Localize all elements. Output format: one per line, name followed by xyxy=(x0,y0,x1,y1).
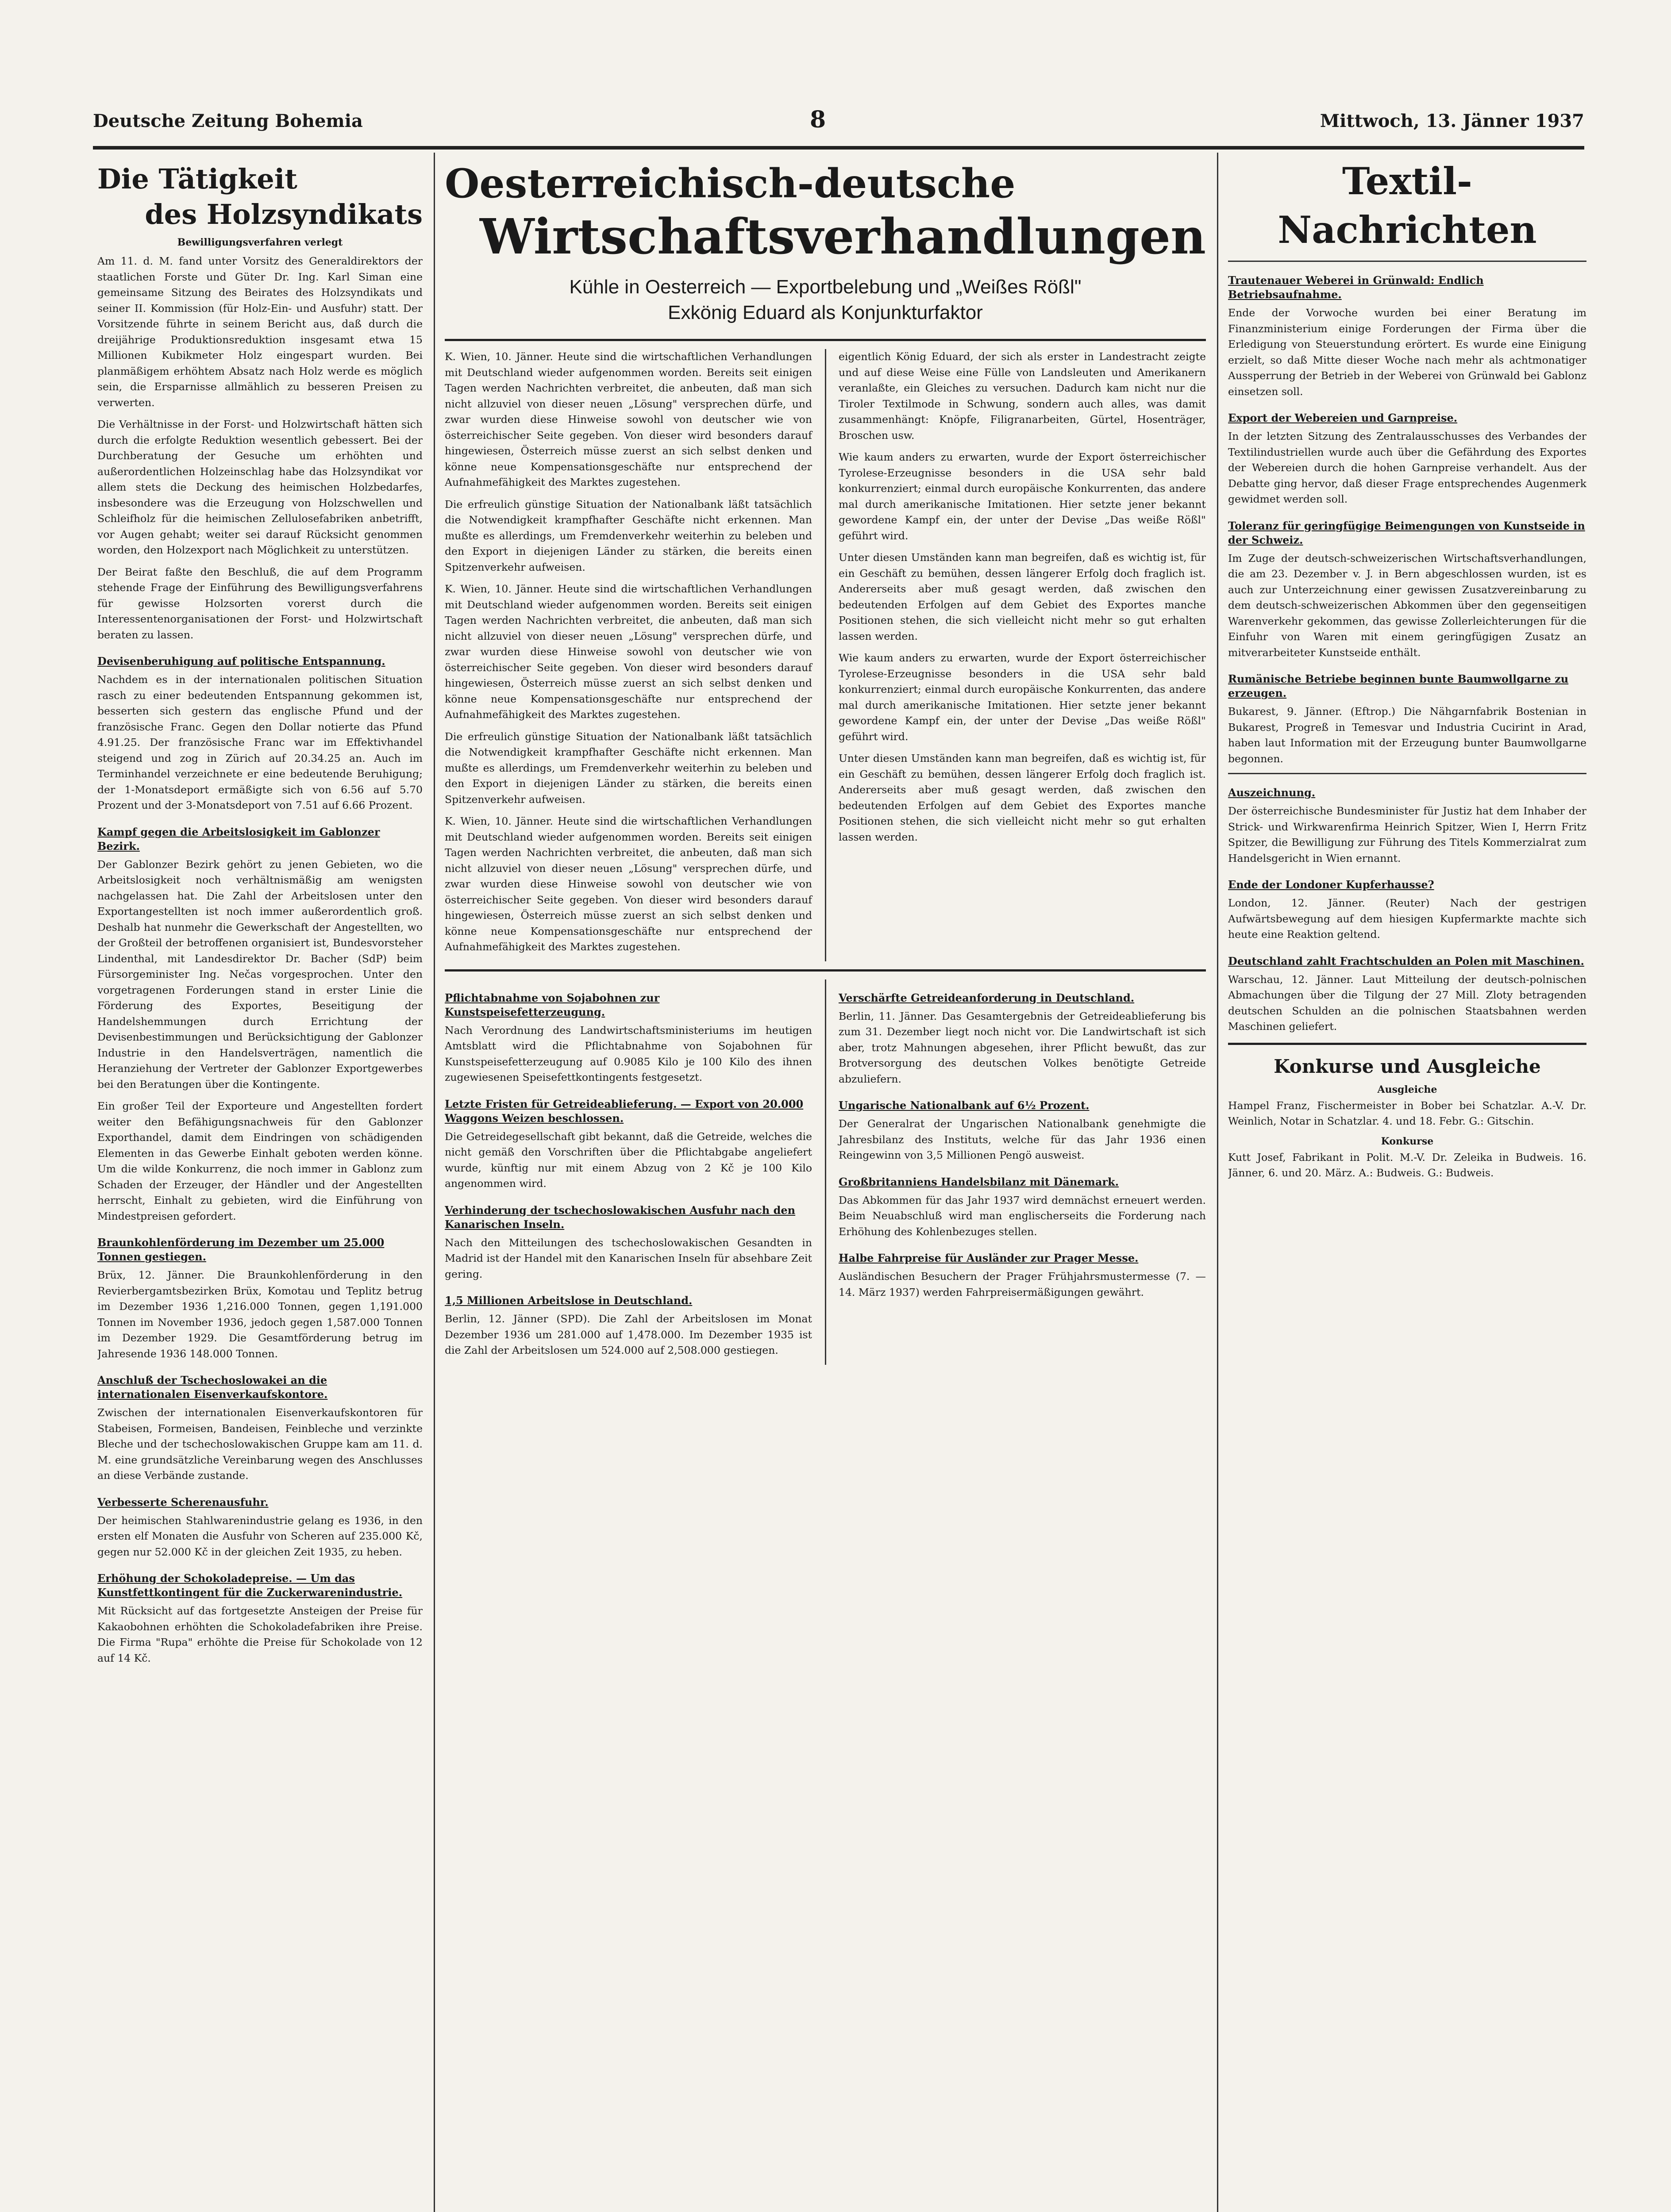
paragraph: K. Wien, 10. Jänner. Heute sind die wirtschaftlichen Verhandlungen mit Deutschland wieder aufgenommen worden. Bereits seit einigen Tagen werden Nachrichten verbreitet, die anbeuten, daß man sich nicht allzuviel von dieser neuen „Lösung" versprechen dürfe, und zwar wurden diese Hinweise sowohl von deutscher wie von österreichischer Seite gegeben. Von dieser wird besonders darauf hingewiesen, Österreich müsse zuerst an sich selbst denken und könne neue Kompensationsgeschäfte nur entsprechend der Aufnahmefähigkeit des Marktes zugestehen. xyxy=(445,350,812,488)
main-article-body xyxy=(445,349,1206,961)
paragraph: K. Wien, 10. Jänner. Heute sind die wirtschaftlichen Verhandlungen mit Deutschland wieder aufgenommen worden. Bereits seit einigen Tagen werden Nachrichten verbreitet, die anbeuten, daß man sich nicht allzuviel von dieser neuen „Lösung" versprechen dürfe, und zwar wurden diese Hinweise sowohl von deutscher wie von österreichischer Seite gegeben. Von dieser wird besonders darauf hingewiesen, Österreich müsse zuerst an sich selbst denken und könne neue Kompensationsgeschäfte nur entsprechend der Aufnahmefähigkeit des Marktes zugestehen. xyxy=(445,815,812,953)
paragraph: Hampel Franz, Fischermeister in Bober bei Schatzlar. A.-V. Dr. Weinlich, Notar in Schatzlar. 4. und 18. Febr. G.: Gitschin. xyxy=(1228,1099,1586,1127)
news-heading: 1,5 Millionen Arbeitslose in Deutschland. xyxy=(445,1294,693,1307)
news-heading: Verbesserte Scherenausfuhr. xyxy=(97,1495,269,1509)
news-heading: Erhöhung der Schokoladepreise. — Um das Kunstfettkontingent für die Zuckerwarenindustrie. xyxy=(97,1572,403,1599)
news-heading: Halbe Fahrpreise für Ausländer zur Prager Messe. xyxy=(839,1252,1139,1264)
section-rule xyxy=(1228,1043,1586,1045)
news-heading: Auszeichnung. xyxy=(1228,786,1316,799)
paragraph: K. Wien, 10. Jänner. Heute sind die wirtschaftlichen Verhandlungen mit Deutschland wieder aufgenommen worden. Bereits seit einigen Tagen werden Nachrichten verbreitet, die anbeuten, daß man sich nicht allzuviel von dieser neuen „Lösung" versprechen dürfe, und zwar wurden diese Hinweise sowohl von deutscher wie von österreichischer Seite gegeben. Von dieser wird besonders darauf hingewiesen, Österreich müsse zuerst an sich selbst denken und könne neue Kompensationsgeschäfte nur entsprechend der Aufnahmefähigkeit des Marktes zugestehen. xyxy=(445,583,812,721)
paragraph: Die Verhältnisse in der Forst- und Holzwirtschaft hätten sich durch die erfolgte Reduktion wesentlich gebessert. Bei der Durchberatung der Gesuche um erhöhten und außerordentlichen Holzeinschlag habe das Holzsyndikat vor allem stets die Deckung des heimischen Holzbedarfes, insbesondere was die Erzeugung von Holzschwellen und Schleifholz für die heimischen Zellulosefabriken anbetrifft, vor Augen gehabt; weiter sei darauf Rücksicht genommen worden, den Holzexport nach Möglichkeit zu unterstützen. xyxy=(97,418,423,556)
column-holzsyndikat xyxy=(97,153,423,2212)
news-heading: Ende der Londoner Kupferhausse? xyxy=(1228,878,1434,891)
paragraph: Am 11. d. M. fand unter Vorsitz des Generaldirektors der staatlichen Forste und Güter Dr. Ing. Karl Siman eine gemeinsame Sitzung des Beirates des Holzsyndikats und seiner II. Kommission (für Holz-Ein- und Ausfuhr) statt. Der Vorsitzende führte in seinem Bericht aus, daß durch die dreijährige Produktionsreduktion insgesamt etwa 15 Millionen Kubikmeter Holz eingespart wurden. Bei planmäßigem erhöhtem Absatz nach Holz werde es möglich sein, die Ersparnisse allmählich zu besseren Preisen zu verwerten. xyxy=(97,255,423,409)
news-heading: Trautenauer Weberei in Grünwald: Endlich Betriebsaufnahme. xyxy=(1228,274,1484,301)
paragraph: Wie kaum anders zu erwarten, wurde der Export österreichischer Tyrolese-Erzeugnisse besonders in die USA sehr bald konkurrenziert; einmal durch europäische Konkurrenten, das andere mal durch amerikanische Imitationen. Hier setzte jener bekannt gewordene Kampf ein, der unter der Devise „Das weiße Rößl" geführt wird. xyxy=(839,652,1206,743)
article-subline: Bewilligungsverfahren verlegt xyxy=(177,237,343,248)
news-heading: Verhinderung der tschechoslowakischen Ausfuhr nach den Kanarischen Inseln. xyxy=(445,1203,796,1231)
article-headline: Die Tätigkeit xyxy=(97,163,297,195)
paragraph: Nach Verordnung des Landwirtschaftsministeriums im heutigen Amtsblatt wird die Pflichtabnahme von Sojabohnen für Kunstspeisefetterzeugung auf 0.9085 Kilo je 100 Kilo des ihnen zugewiesenen Speisefettkontingents festgesetzt. xyxy=(445,1024,812,1083)
news-heading: Toleranz für geringfügige Beimengungen von Kunstseide in der Schweiz. xyxy=(1228,519,1585,546)
paragraph: Unter diesen Umständen kann man begreifen, daß es wichtig ist, für ein Geschäft zu bemühen, dessen längerer Erfolg doch fraglich ist. Andererseits aber muß gesagt werden, daß zwischen den bedeutenden Erfolgen auf dem Gebiet des Exportes manche Positionen stehen, die sich vielleicht nicht mehr so gut erhalten lassen werden. xyxy=(839,752,1206,843)
paragraph: London, 12. Jänner. (Reuter) Nach der gestrigen Aufwärtsbewegung auf dem hiesigen Kupfermarkte machte sich heute eine Reaktion geltend. xyxy=(1228,897,1586,941)
paragraph: Die Getreidegesellschaft gibt bekannt, daß die Getreide, welches die nicht gemäß den Vorschriften über die Pflichtabgabe angeliefert wurde, künftig nur mit einem Abzug von 2 Kč je 100 Kilo angenommen wird. xyxy=(445,1130,812,1190)
brief-left-column xyxy=(445,979,812,1365)
paragraph: Der österreichische Bundesminister für Justiz hat dem Inhaber der Strick- und Wirkwarenfirma Heinrich Spitzer, Wien I, Herrn Fritz Spitzer, die Bewilligung zur Führung des Titels Kommerzialrat zum Handelsgericht in Wien ernannt. xyxy=(1228,805,1586,864)
news-heading: Anschluß der Tschechoslowakei an die internationalen Eisenverkaufskontore. xyxy=(97,1374,328,1401)
paragraph: Brüx, 12. Jänner. Die Braunkohlenförderung in den Revierbergamtsbezirken Brüx, Komotau und Teplitz betrug im Dezember 1936 1,216.000 Tonnen, gegen 1,191.000 Tonnen im November 1936, jedoch gegen 1,587.000 Tonnen im Dezember 1929. Die Gesamtförderung betrug im Jahresende 1936 148.000 Tonnen. xyxy=(97,1269,423,1360)
main-headline: Oesterreichisch-deutsche xyxy=(445,160,1016,207)
paragraph: Die erfreulich günstige Situation der Nationalbank läßt tatsächlich die Notwendigkeit krampfhafter Geschäfte nicht erkennen. Man mußte es allerdings, um Fremdenverkehr weiterhin zu beleben und den Export in diejenigen Länder zu stärken, die bereits einen Spitzenverkehr aufweisen. xyxy=(445,730,812,806)
paragraph: Berlin, 12. Jänner (SPD). Die Zahl der Arbeitslosen im Monat Dezember 1936 um 281.000 auf 1,478.000. Im Dezember 1935 ist die Zahl der Arbeitslosen um 524.000 auf 2,508.000 gestiegen. xyxy=(445,1313,812,1356)
paragraph: Warschau, 12. Jänner. Laut Mitteilung der deutsch-polnischen Abmachungen über die Tilgung der 27 Mill. Zloty betragenden deutschen Schulden an die polnischen Staatsbahnen werden Maschinen geliefert. xyxy=(1228,973,1586,1033)
paragraph: Der heimischen Stahlwarenindustrie gelang es 1936, in den ersten elf Monaten die Ausfuhr von Scheren auf 235.000 Kč, gegen nur 52.000 Kč in der gleichen Zeit 1935, zu heben. xyxy=(97,1514,423,1558)
news-heading: Export der Webereien und Garnpreise. xyxy=(1228,411,1458,424)
column-textil xyxy=(1228,153,1586,2212)
newspaper-name: Deutsche Zeitung Bohemia xyxy=(93,111,363,131)
column-main-article xyxy=(445,153,1206,2212)
news-heading: Pflichtabnahme von Sojabohnen zur Kunstspeisefetterzeugung. xyxy=(445,991,660,1018)
news-heading: Rumänische Betriebe beginnen bunte Baumwollgarne zu erzeugen. xyxy=(1228,672,1569,699)
paragraph: eigentlich König Eduard, der sich als erster in Landestracht zeigte und auf diese Weise eine Fülle von Landsleuten und Amerikanern veranlaßte, ein Gleiches zu versuchen. Dadurch kam nicht nur die Tiroler Textilmode in Schwung, sondern auch alles, was damit zusammenhängt: Knöpfe, Filigranarbeiten, Gürtel, Hosenträger, Broschen usw. xyxy=(839,350,1206,442)
page-number: 8 xyxy=(810,106,826,133)
main-right-column xyxy=(839,349,1206,961)
paragraph: Ende der Vorwoche wurden bei einer Beratung im Finanzministerium einige Forderungen der Firma über die Erledigung von Steuerstundung erörtert. Es wurde eine Einigung erzielt, so daß Mitte dieser Woche nach mehr als achtmonatiger Aussperrung der Betrieb in der Weberei von Grünwald bei Gablonz einsetzen soll. xyxy=(1228,307,1586,398)
news-heading: Devisenberuhigung auf politische Entspannung. xyxy=(97,655,385,668)
paragraph: Bukarest, 9. Jänner. (Eftrop.) Die Nähgarnfabrik Bostenian in Bukarest, Progreß in Temesvar und Industria Cucirint in Arad, haben laut Information mit der Erzeugung bunter Baumwollgarne begonnen. xyxy=(1228,705,1586,765)
paragraph: Der Generalrat der Ungarischen Nationalbank genehmigte die Jahresbilanz des Instituts, welche für das Jahr 1936 einen Reingewinn von 3,5 Millionen Pengö ausweist. xyxy=(839,1118,1206,1161)
paragraph: Die erfreulich günstige Situation der Nationalbank läßt tatsächlich die Notwendigkeit krampfhafter Geschäfte nicht erkennen. Man mußte es allerdings, um Fremdenverkehr weiterhin zu beleben und den Export in diejenigen Länder zu stärken, die bereits einen Spitzenverkehr aufweisen. xyxy=(445,498,812,573)
inner-column-rule xyxy=(825,979,826,1365)
section-rule xyxy=(1228,261,1586,262)
masthead xyxy=(93,106,1584,137)
paragraph: In der letzten Sitzung des Zentralausschusses des Verbandes der Textilindustriellen wurde auch über die Gefährdung des Exportes der Webereien durch die hohen Garnpreise verhandelt. Aus der Debatte ging hervor, daß dieser Frage entsprechendes Augenmerk gewidmet werden soll. xyxy=(1228,430,1586,505)
headline-rule xyxy=(445,339,1206,341)
news-heading: Letzte Fristen für Getreideablieferung. — Export von 20.000 Waggons Weizen beschlossen. xyxy=(445,1097,804,1125)
paragraph: Nachdem es in der internationalen politischen Situation rasch zu einer bedeutenden Entspannung gekommen ist, besserten sich gestern das englische Pfund und der französische Franc. Gegen den Dollar notierte das Pfund 4.91.25. Der französische Franc war im Effektivhandel steigend und zog in Zürich auf 20.34.25 an. Auch im Terminhandel verzeichnete er eine bedeutende Beruhigung; der 1-Monatsdeport ermäßigte sich von 6.56 auf 5.70 Prozent und der 3-Monatsdeport von 7.51 auf 6.66 Prozent. xyxy=(97,673,423,811)
main-headline-2: Wirtschaftsverhandlungen xyxy=(480,208,1206,265)
paragraph: Unter diesen Umständen kann man begreifen, daß es wichtig ist, für ein Geschäft zu bemühen, dessen längerer Erfolg doch fraglich ist. Andererseits aber muß gesagt werden, daß zwischen den bedeutenden Erfolgen auf dem Gebiet des Exportes manche Positionen stehen, die sich vielleicht nicht mehr so gut erhalten lassen werden. xyxy=(839,551,1206,642)
paragraph: Kutt Josef, Fabrikant in Polit. M.-V. Dr. Zeleika in Budweis. 16. Jänner, 6. und 20. März. A.: Budweis. G.: Budweis. xyxy=(1228,1151,1586,1179)
masthead-rule xyxy=(93,146,1584,150)
brief-news xyxy=(445,979,1206,1365)
issue-date: Mittwoch, 13. Jänner 1937 xyxy=(1320,111,1584,131)
article-headline-2: des Holzsyndikats xyxy=(145,198,423,230)
news-heading: Braunkohlenförderung im Dezember um 25.000 Tonnen gestiegen. xyxy=(97,1236,385,1263)
column-rule xyxy=(434,153,435,2212)
paragraph: Wie kaum anders zu erwarten, wurde der Export österreichischer Tyrolese-Erzeugnisse besonders in die USA sehr bald konkurrenziert; einmal durch europäische Konkurrenten, das andere mal durch amerikanische Imitationen. Hier setzte jener bekannt gewordene Kampf ein, der unter der Devise „Das weiße Rößl" geführt wird. xyxy=(839,451,1206,542)
paragraph: Das Abkommen für das Jahr 1937 wird demnächst erneuert werden. Beim Neuabschluß wird man englischerseits die Forderung nach Erhöhung des Kohlenbezuges stellen. xyxy=(839,1194,1206,1238)
box-headline: Konkurse und Ausgleiche xyxy=(1274,1055,1541,1077)
paragraph: Der Beirat faßte den Beschluß, die auf dem Programm stehende Frage der Einführung des Bewilligungsverfahrens für gewisse Holzsorten vorerst durch die Interessentenorganisationen der Forst- und Holzwirtschaft beraten zu lassen. xyxy=(97,565,423,641)
news-heading: Deutschland zahlt Frachtschulden an Polen mit Maschinen. xyxy=(1228,954,1584,968)
brief-right-column xyxy=(839,979,1206,1365)
main-subheadline: Kühle in Oesterreich — Exportbelebung und „Weißes Rößl" xyxy=(569,276,1082,298)
paragraph: Im Zuge der deutsch-schweizerischen Wirtschaftsverhandlungen, die am 23. Dezember v. J. in Bern abgeschlossen wurden, ist es auch zur Unterzeichnung einer gewissen Zusatzvereinbarung zu dem deutsch-schweizerischen Abkommen über den gegenseitigen Warenverkehr gekommen, das gewisse Zollerleichterungen für die Einfuhr von Waren mit einem geringfügigen Zusatz an mitverarbeiteter Kunstseide enthält. xyxy=(1228,552,1586,659)
paragraph: Mit Rücksicht auf das fortgesetzte Ansteigen der Preise für Kakaobohnen erhöhten die Schokoladefabriken ihre Preise. Die Firma "Rupa" erhöhte die Preise für Schokolade von 12 auf 14 Kč. xyxy=(97,1605,423,1664)
news-heading: Verschärfte Getreideanforderung in Deutschland. xyxy=(839,991,1135,1004)
section-headline: Textil-Nachrichten xyxy=(1278,159,1537,252)
paragraph: Nach den Mitteilungen des tschechoslowakischen Gesandten in Madrid ist der Handel mit den Kanarischen Inseln für absehbare Zeit gering. xyxy=(445,1236,812,1280)
paragraph: Berlin, 11. Jänner. Das Gesamtergebnis der Getreideablieferung bis zum 31. Dezember liegt noch nicht vor. Die Landwirtschaft ist sich aber, trotz Mahnungen abgesehen, ihrer Pflicht bewußt, das zur Brotversorgung des deutschen Volkes benötigte Getreide abzuliefern. xyxy=(839,1010,1206,1085)
main-left-column xyxy=(445,349,812,961)
inner-column-rule xyxy=(825,349,826,961)
section-rule xyxy=(445,969,1206,972)
column-rule xyxy=(1217,153,1218,2212)
news-heading: Kampf gegen die Arbeitslosigkeit im Gablonzer Bezirk. xyxy=(97,825,380,853)
box-subheading: Konkurse xyxy=(1381,1135,1434,1147)
paragraph: Der Gablonzer Bezirk gehört zu jenen Gebieten, wo die Arbeitslosigkeit noch verhältnismäßig am wenigsten nachgelassen hat. Die Zahl der Arbeitslosen unter den Exportangestellten ist noch immer außerordentlich groß. Deshalb hat nunmehr die Gewerkschaft der Angestellten, wo der Großteil der betroffenen organisiert ist, Bundesvorsteher Lindenthal, mit Landesdirektor Dr. Bacher (SdP) beim Fürsorgeminister Ing. Nečas vorgesprochen. Unter den vorgetragenen Forderungen stand in erster Linie die Förderung des Exportes, Beseitigung der Handelshemmungen durch Errichtung der Devisenbestimmungen und Berücksichtigung der Gablonzer Industrie in den Handelsverträgen, namentlich die Heranziehung der Vertreter der Gablonzer Exportgewerbes bei den Beratungen über die Kontingente. xyxy=(97,858,423,1091)
paragraph: Ausländischen Besuchern der Prager Frühjahrsmustermesse (7. — 14. März 1937) werden Fahrpreisermäßigungen gewährt. xyxy=(839,1270,1206,1298)
paragraph: Ein großer Teil der Exporteure und Angestellten fordert weiter den Befähigungsnachweis für den Gablonzer Exporthandel, damit dem Eindringen von schädigenden Elementen in das Gewerbe Einhalt geboten werden könne. Um die wilde Konkurrenz, die noch immer in Gablonz zum Schaden der Erzeuger, der Händler und der Angestellten herrscht, Einhalt zu gebieten, wird die Einführung von Mindestpreisen gefordert. xyxy=(97,1100,423,1222)
news-heading: Großbritanniens Handelsbilanz mit Dänemark. xyxy=(839,1175,1119,1188)
news-heading: Ungarische Nationalbank auf 6½ Prozent. xyxy=(839,1099,1090,1112)
paragraph: Zwischen der internationalen Eisenverkaufskontoren für Stabeisen, Formeisen, Bandeisen, Feinbleche und verzinkte Bleche und der tschechoslowakischen Gruppe kam am 11. d. M. eine grundsätzliche Vereinbarung wegen des Anschlusses an diese Verbände zustande. xyxy=(97,1406,423,1482)
box-subheading: Ausgleiche xyxy=(1377,1083,1437,1095)
section-rule xyxy=(1228,773,1586,774)
main-subheadline-2: Exkönig Eduard als Konjunkturfaktor xyxy=(668,302,983,323)
